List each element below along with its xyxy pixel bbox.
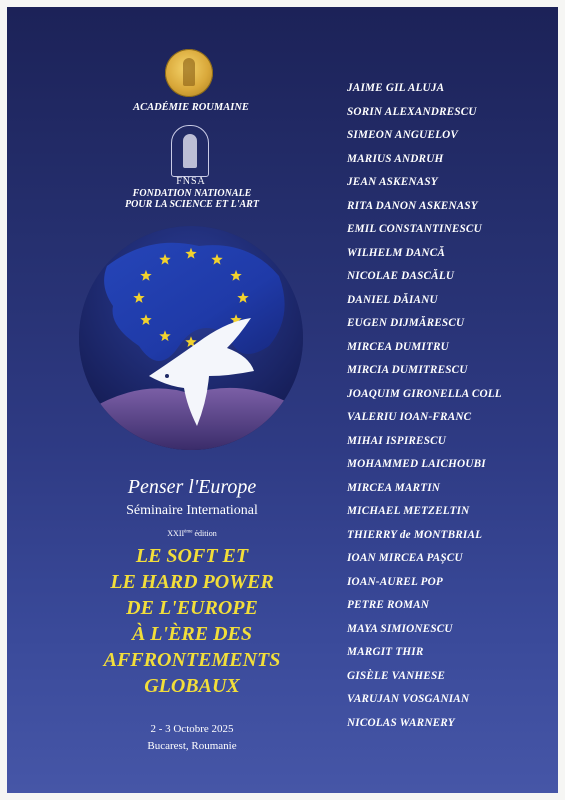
dove-eye xyxy=(165,374,169,378)
seminar-type: Séminaire International xyxy=(126,503,258,518)
seminar-title: Penser l'Europe xyxy=(127,476,257,498)
speaker-name: DANIEL DĂIANU xyxy=(347,293,438,306)
speaker-name: WILHELM DANCĂ xyxy=(347,246,446,259)
main-title-line: LE HARD POWER xyxy=(110,571,274,593)
speaker-name: MIRCEA DUMITRU xyxy=(347,340,449,353)
speaker-name: SIMEON ANGUELOV xyxy=(347,129,459,141)
speaker-name: MICHAEL METZELTIN xyxy=(347,505,470,517)
speaker-name: EMIL CONSTANTINESCU xyxy=(347,223,482,235)
main-title-line: À L'ÈRE DES xyxy=(131,623,253,645)
speaker-list xyxy=(347,77,502,735)
speaker-name: GISÈLE VANHESE xyxy=(347,669,446,682)
event-place: Bucarest, Roumanie xyxy=(147,740,237,752)
gold-seal-icon xyxy=(165,49,213,97)
main-title-line: LE SOFT ET xyxy=(135,545,249,567)
speaker-name: MARIUS ANDRUH xyxy=(347,152,444,165)
speaker-name: IOAN MIRCEA PAȘCU xyxy=(347,552,463,564)
artwork-svg xyxy=(79,226,303,450)
foundation-name-line2: POUR LA SCIENCE ET L'ART xyxy=(125,199,259,210)
edition-number: XXII xyxy=(167,529,185,538)
speaker-name: MAYA SIMIONESCU xyxy=(347,622,453,635)
speaker-name: VARUJAN VOSGANIAN xyxy=(347,693,470,705)
speaker-name: MIHAI ISPIRESCU xyxy=(347,434,447,447)
eu-flag-dove-icon xyxy=(79,226,303,450)
speaker-name: THIERRY de MONTBRIAL xyxy=(347,528,483,541)
speaker-name: VALERIU IOAN-FRANC xyxy=(347,411,472,423)
speaker-name: JOAQUIM GIRONELLA COLL xyxy=(347,387,502,400)
main-title-line: AFFRONTEMENTS xyxy=(103,649,281,671)
speaker-name: MIRCEA MARTIN xyxy=(347,481,441,494)
edition-label xyxy=(67,529,317,538)
academy-name: ACADÉMIE ROUMAINE xyxy=(133,102,249,113)
cover-page xyxy=(7,7,558,793)
speaker-name: MIRCIA DUMITRESCU xyxy=(347,364,468,376)
main-title xyxy=(77,543,307,699)
foundation-name xyxy=(112,188,272,210)
speaker-name: SORIN ALEXANDRESCU xyxy=(347,105,477,118)
statue-emblem-icon xyxy=(171,125,209,177)
speaker-name: MOHAMMED LAICHOUBI xyxy=(347,458,486,470)
speaker-name: PETRE ROMAN xyxy=(347,599,430,611)
speaker-name: RITA DANON ASKENASY xyxy=(347,199,478,212)
edition-suffix: ème xyxy=(184,529,193,535)
speaker-name: IOAN-AUREL POP xyxy=(347,575,443,588)
foundation-name-line1: FONDATION NATIONALE xyxy=(132,188,252,199)
speaker-name: JEAN ASKENASY xyxy=(347,176,438,188)
main-title-line: DE L'EUROPE xyxy=(126,597,258,619)
speaker-name: NICOLAE DASCĂLU xyxy=(347,270,455,282)
main-title-line: GLOBAUX xyxy=(144,675,240,697)
edition-word: édition xyxy=(192,529,217,538)
event-dates: 2 - 3 Octobre 2025 xyxy=(150,723,234,735)
speaker-name: MARGIT THIR xyxy=(347,646,424,658)
speaker-name: JAIME GIL ALUJA xyxy=(347,82,445,94)
fnsa-letters: FNSA xyxy=(176,176,206,187)
speaker-name: NICOLAS WARNERY xyxy=(347,716,455,729)
speaker-name: EUGEN DIJMĂRESCU xyxy=(347,317,465,329)
